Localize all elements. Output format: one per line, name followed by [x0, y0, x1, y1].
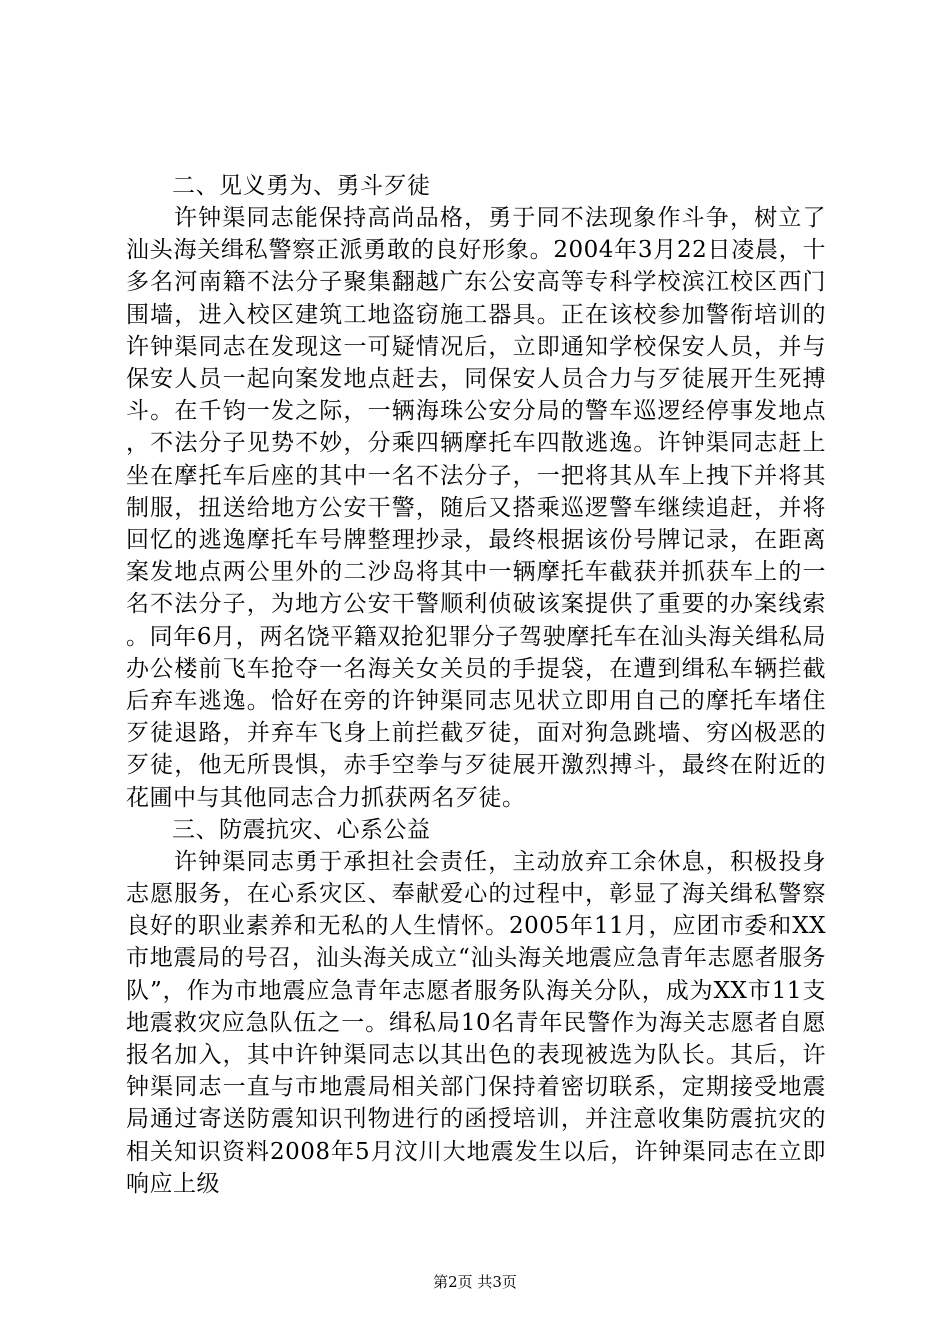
- document-body: [126, 170, 826, 1200]
- section-paragraph-2: 许钟渠同志能保持高尚品格，勇于同不法现象作斗争，树立了汕头海关缉私警察正派勇敢的良好形象。2004年3月22日凌晨，十多名河南籍不法分子聚集翻越广东公安高等专科学校滨江校区西门围墙，进入校区建筑工地盗窃施工器具。正在该校参加警衔培训的许钟渠同志在发现这一可疑情况后，立即通知学校保安人员，并与保安人员一起向案发地点赶去，同保安人员合力与歹徒展开生死搏斗。在千钧一发之际，一辆海珠公安分局的警车巡逻经停事发地点，不法分子见势不妙，分乘四辆摩托车四散逃逸。许钟渠同志赶上坐在摩托车后座的其中一名不法分子，一把将其从车上拽下并将其制服，扭送给地方公安干警，随后又搭乘巡逻警车继续追赶，并将回忆的逃逸摩托车号牌整理抄录，最终根据该份号牌记录，在距离案发地点两公里外的二沙岛将其中一辆摩托车截获并抓获车上的一名不法分子，为地方公安干警顺利侦破该案提供了重要的办案线索。同年6月，两名饶平籍双抢犯罪分子驾驶摩托车在汕头海关缉私局办公楼前飞车抢夺一名海关女关员的手提袋，在遭到缉私车辆拦截后弃车逃逸。恰好在旁的许钟渠同志见状立即用自己的摩托车堵住歹徒退路，并弃车飞身上前拦截歹徒，面对狗急跳墙、穷凶极恶的歹徒，他无所畏惧，赤手空拳与歹徒展开激烈搏斗，最终在附近的花圃中与其他同志合力抓获两名歹徒。: [126, 205, 826, 811]
- page-footer: 第2页 共3页: [433, 1273, 517, 1291]
- section-heading-2: 二、见义勇为、勇斗歹徒: [172, 173, 431, 199]
- section-paragraph-3: 许钟渠同志勇于承担社会责任，主动放弃工余休息，积极投身志愿服务，在心系灾区、奉献爱心的过程中，彰显了海关缉私警察良好的职业素养和无私的人生情怀。2005年11月，应团市委和XX市地震局的号召，汕头海关成立“汕头海关地震应急青年志愿者服务队”，作为市地震应急青年志愿者服务队海关分队，成为XX市11支地震救灾应急队伍之一。缉私局10名青年民警作为海关志愿者自愿报名加入，其中许钟渠同志以其出色的表现被选为队长。其后，许钟渠同志一直与市地震局相关部门保持着密切联系，定期接受地震局通过寄送防震知识刊物进行的函授培训，并注意收集防震抗灾的相关知识资料2008年5月汶川大地震发生以后，许钟渠同志在立即响应上级: [126, 848, 826, 1197]
- section-heading-3: 三、防震抗灾、心系公益: [172, 816, 431, 843]
